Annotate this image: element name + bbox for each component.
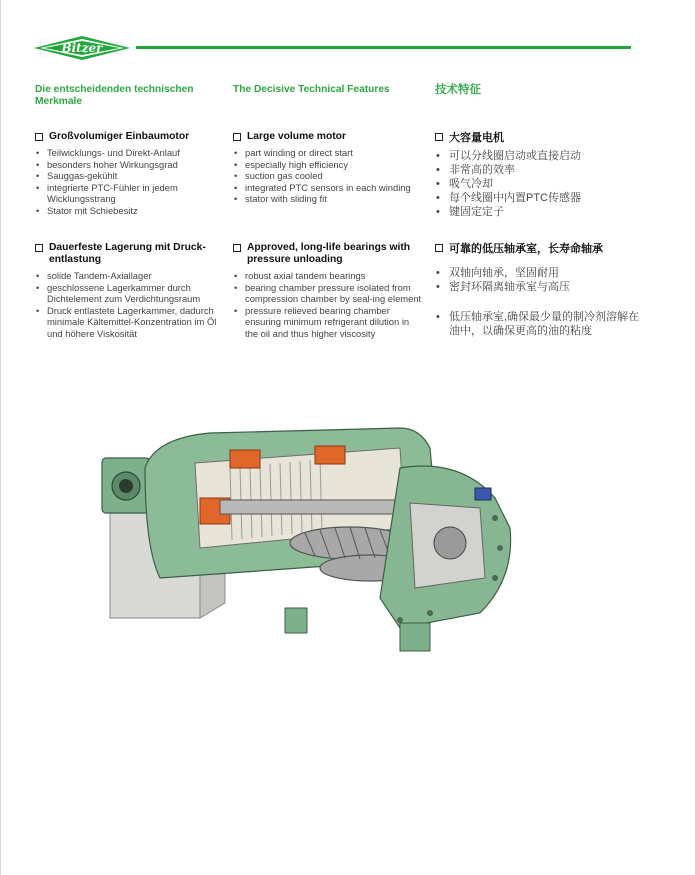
- list-item: • 双轴向轴承，坚固耐用: [435, 266, 645, 280]
- header-rule: [136, 46, 631, 49]
- list-item: • robust axial tandem bearings: [233, 270, 423, 282]
- list-item: • besonders hoher Wirkungsgrad: [35, 159, 225, 171]
- section-heading: 大容量电机: [435, 131, 645, 145]
- list-item: • geschlossene Lagerkammer durch Dichtelement zum Verdichtungsraum: [35, 282, 225, 305]
- list-item: • 密封环隔离轴承室与高压: [435, 280, 645, 294]
- feature-list: [35, 147, 225, 216]
- list-item: • Teilwicklungs- und Direkt-Anlauf: [35, 147, 225, 159]
- column-title: Die entscheidenden technischen Merkmale: [35, 84, 194, 107]
- section-heading: 可靠的低压轴承室，长寿命轴承: [435, 242, 645, 256]
- column-title: 技术特征: [435, 84, 481, 96]
- feature-list: [435, 266, 645, 294]
- list-item: • Stator mit Schiebesitz: [35, 205, 225, 217]
- list-item: • 可以分线圈启动或直接启动: [435, 149, 645, 163]
- section-heading: Approved, long-life bearings with pressure unloading: [233, 242, 423, 266]
- list-item: • solide Tandem-Axiallager: [35, 270, 225, 282]
- list-item: • 低压轴承室,确保最少量的制冷剂溶解在油中，以确保更高的油的粘度: [435, 310, 645, 338]
- list-item: • Sauggas-gekühlt: [35, 170, 225, 182]
- list-item: • 吸气冷却: [435, 177, 645, 191]
- feature-list: [435, 149, 645, 219]
- section-bearings: [233, 242, 423, 339]
- list-item: • 键固定定子: [435, 205, 645, 219]
- feature-list: [35, 270, 225, 339]
- feature-list: [435, 310, 645, 338]
- list-item: • 非常高的效率: [435, 163, 645, 177]
- feature-list: [233, 270, 423, 339]
- column-title: The Decisive Technical Features: [233, 84, 390, 95]
- list-item: • integrated PTC sensors in each winding: [233, 182, 423, 194]
- section-motor: [233, 131, 423, 205]
- bitzer-logo: [32, 33, 132, 63]
- checkbox-bullet-icon: [435, 244, 443, 252]
- section-heading: Large volume motor: [233, 131, 423, 143]
- page-edge-line: [0, 0, 1, 875]
- section-bearings: [435, 242, 645, 338]
- section-motor: [35, 131, 225, 216]
- list-item: • 每个线圈中内置PTC传感器: [435, 191, 645, 205]
- list-item: • stator with sliding fit: [233, 193, 423, 205]
- checkbox-bullet-icon: [35, 244, 43, 252]
- section-heading: Großvolumiger Einbaumotor: [35, 131, 225, 143]
- section-motor: [435, 131, 645, 219]
- list-item: • pressure relieved bearing chamber ensuring minimum refrigerant dilution in the oil and thus higher viscosity: [233, 305, 423, 340]
- checkbox-bullet-icon: [233, 133, 241, 141]
- column-chinese: [435, 84, 645, 337]
- checkbox-bullet-icon: [435, 133, 443, 141]
- checkbox-bullet-icon: [233, 244, 241, 252]
- list-item: • Druck entlastete Lagerkammer, dadurch minimale Kältemittel-Konzentration im Öl und höhere Viskosität: [35, 305, 225, 340]
- list-item: • integrierte PTC-Fühler in jedem Wicklungsstrang: [35, 182, 225, 205]
- list-item: • bearing chamber pressure isolated from compression chamber by seal-ing element: [233, 282, 423, 305]
- column-english: [233, 84, 423, 339]
- column-german: [35, 84, 225, 339]
- svg-text:Bitzer: Bitzer: [61, 41, 103, 55]
- section-bearings: [35, 242, 225, 339]
- list-item: • especially high efficiency: [233, 159, 423, 171]
- checkbox-bullet-icon: [35, 133, 43, 141]
- feature-list: [233, 147, 423, 205]
- list-item: • suction gas cooled: [233, 170, 423, 182]
- list-item: • part winding or direct start: [233, 147, 423, 159]
- compressor-cutaway-illustration: [100, 408, 520, 658]
- section-heading: Dauerfeste Lagerung mit Druck-entlastung: [35, 242, 225, 266]
